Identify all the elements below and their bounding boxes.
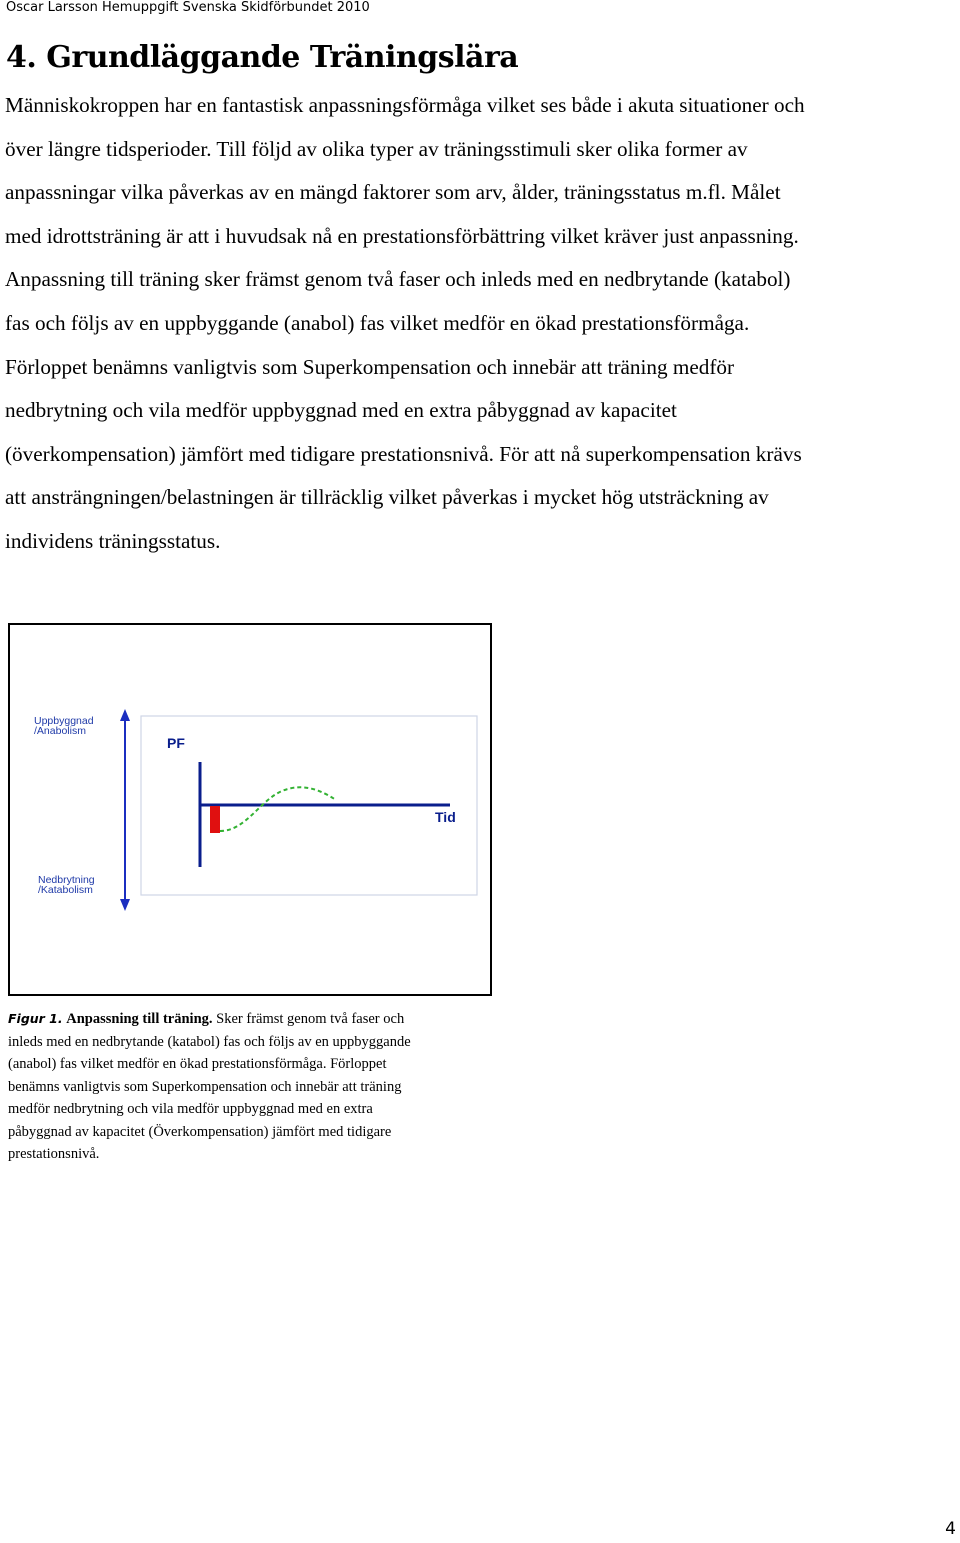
caption-line: medför nedbrytning och vila medför uppbyggnad med en extra bbox=[8, 1101, 373, 1117]
running-header: Oscar Larsson Hemuppgift Svenska Skidförbundet 2010 bbox=[6, 0, 370, 15]
body-line: fas och följs av en uppbyggande (anabol) fas vilket medför en ökad prestationsförmåga. bbox=[5, 310, 750, 335]
body-line: över längre tidsperioder. Till följd av olika typer av träningsstimuli sker olika former av bbox=[5, 136, 748, 161]
body-line: med idrottsträning är att i huvudsak nå en prestationsförbättring vilket kräver just anpassning. bbox=[5, 223, 799, 248]
body-line: (överkompensation) jämfört med tidigare prestationsnivå. För att nå superkompensation krävs bbox=[5, 441, 802, 466]
body-line: Människokroppen har en fantastisk anpassningsförmåga vilket ses både i akuta situationer och bbox=[5, 93, 805, 117]
caption-line: (anabol) fas vilket medför en ökad prestationsförmåga. Förloppet bbox=[8, 1056, 387, 1072]
page-number: 4 bbox=[945, 1519, 956, 1539]
caption-figure-label: Figur 1. bbox=[8, 1011, 63, 1026]
figure-caption bbox=[8, 1008, 488, 1166]
section-title: 4. Grundläggande Träningslära bbox=[6, 40, 519, 75]
axis-label-tid: Tid bbox=[435, 809, 456, 825]
supercompensation-diagram bbox=[10, 625, 490, 994]
caption-line: prestationsnivå. bbox=[8, 1146, 100, 1162]
axis-label-pf: PF bbox=[167, 735, 185, 751]
caption-heading: Anpassning till träning. bbox=[66, 1011, 213, 1027]
label-uppbyggnad: Uppbyggnad bbox=[34, 715, 94, 727]
body-line: individens träningsstatus. bbox=[5, 528, 221, 553]
label-nedbrytning: Nedbrytning bbox=[38, 874, 95, 886]
caption-first-line-text: Sker främst genom två faser och bbox=[216, 1011, 405, 1027]
body-line: Förloppet benämns vanligtvis som Superkompensation och innebär att träning medför bbox=[5, 354, 735, 379]
figure-frame bbox=[8, 623, 492, 996]
caption-line: inleds med en nedbrytande (katabol) fas och följs av en uppbyggande bbox=[8, 1033, 411, 1050]
catabolic-bar bbox=[210, 806, 220, 833]
body-paragraph bbox=[5, 84, 960, 564]
caption-line: benämns vanligtvis som Superkompensation och innebär att träning bbox=[8, 1078, 402, 1095]
caption-line: påbyggnad av kapacitet (Överkompensation) jämfört med tidigare bbox=[8, 1123, 392, 1140]
caption-first-line bbox=[8, 1008, 488, 1031]
arrow-head-down bbox=[120, 899, 130, 911]
body-line: anpassningar vilka påverkas av en mängd faktorer som arv, ålder, träningsstatus m.fl. Målet bbox=[5, 180, 781, 205]
body-line: nedbrytning och vila medför uppbyggnad med en extra påbyggnad av kapacitet bbox=[5, 398, 677, 423]
body-line: att ansträngningen/belastningen är tillräcklig vilket påverkas i mycket hög utsträckning av bbox=[5, 485, 769, 510]
label-anabolism: /Anabolism bbox=[34, 725, 86, 737]
label-katabolism: /Katabolism bbox=[38, 884, 93, 896]
arrow-head-up bbox=[120, 709, 130, 721]
body-line: Anpassning till träning sker främst genom två faser och inleds med en nedbrytande (katabol) bbox=[5, 267, 791, 292]
